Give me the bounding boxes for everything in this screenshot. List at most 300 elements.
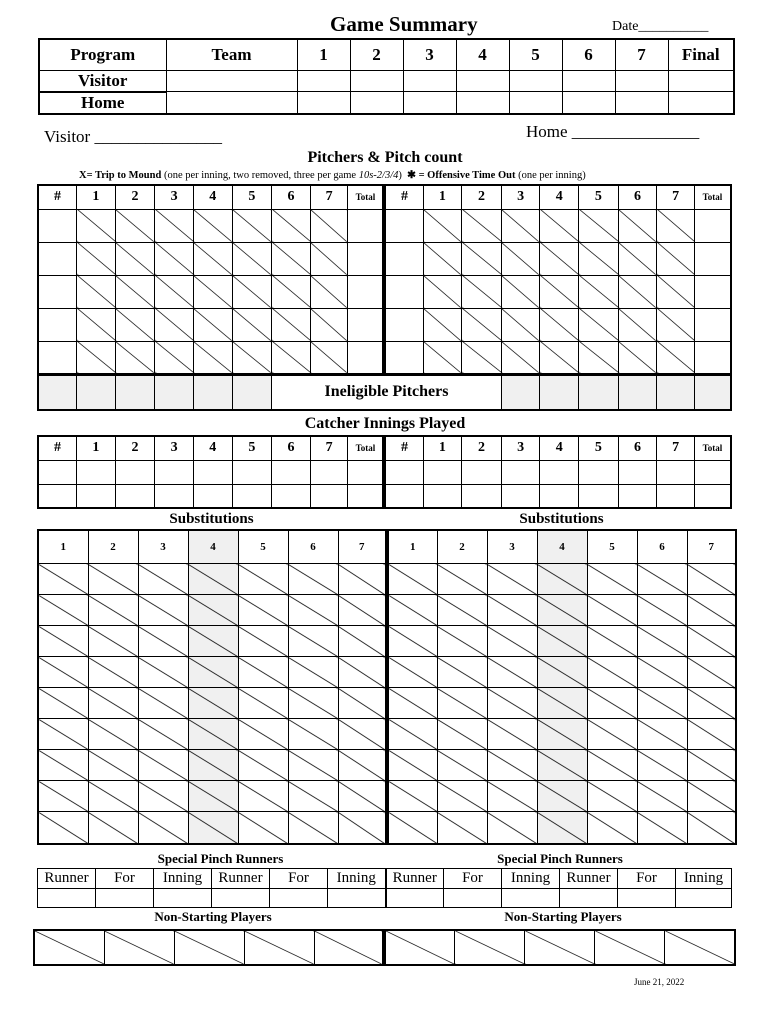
pitch-inning-cell[interactable] bbox=[193, 209, 232, 242]
score-cell[interactable] bbox=[350, 70, 403, 92]
substitution-cell[interactable] bbox=[288, 657, 338, 688]
non-starting-player-cell[interactable] bbox=[525, 930, 595, 965]
catcher-cell[interactable] bbox=[193, 460, 232, 484]
catcher-cell[interactable] bbox=[540, 484, 579, 508]
substitution-cell[interactable] bbox=[587, 719, 637, 750]
score-cell[interactable] bbox=[668, 92, 734, 114]
substitution-cell[interactable] bbox=[188, 595, 238, 626]
score-cell[interactable] bbox=[350, 92, 403, 114]
pitch-inning-cell[interactable] bbox=[657, 308, 695, 341]
catcher-cell[interactable] bbox=[77, 460, 116, 484]
pitch-inning-cell[interactable] bbox=[77, 209, 116, 242]
pinch-entry-cell[interactable] bbox=[386, 889, 444, 908]
substitution-cell[interactable] bbox=[88, 719, 138, 750]
substitution-cell[interactable] bbox=[238, 750, 288, 781]
substitution-cell[interactable] bbox=[537, 781, 587, 812]
substitution-cell[interactable] bbox=[487, 564, 537, 595]
substitution-cell[interactable] bbox=[687, 595, 736, 626]
substitution-cell[interactable] bbox=[188, 626, 238, 657]
catcher-cell[interactable] bbox=[694, 460, 731, 484]
substitution-cell[interactable] bbox=[537, 719, 587, 750]
non-starting-player-cell[interactable] bbox=[174, 930, 244, 965]
substitution-cell[interactable] bbox=[537, 657, 587, 688]
substitution-cell[interactable] bbox=[437, 564, 487, 595]
catcher-cell[interactable] bbox=[310, 460, 348, 484]
pinch-entry-cell[interactable] bbox=[270, 889, 328, 908]
catcher-cell[interactable] bbox=[694, 484, 731, 508]
substitution-cell[interactable] bbox=[687, 564, 736, 595]
pitcher-number-cell[interactable] bbox=[384, 242, 423, 275]
pitch-inning-cell[interactable] bbox=[272, 209, 311, 242]
pitch-inning-cell[interactable] bbox=[115, 308, 155, 341]
substitution-cell[interactable] bbox=[437, 750, 487, 781]
substitution-cell[interactable] bbox=[138, 626, 188, 657]
ineligible-cell[interactable] bbox=[193, 374, 232, 410]
ineligible-cell[interactable] bbox=[232, 374, 272, 410]
pitch-total-cell[interactable] bbox=[694, 209, 731, 242]
substitution-cell[interactable] bbox=[288, 719, 338, 750]
pitch-inning-cell[interactable] bbox=[310, 308, 348, 341]
pitcher-number-cell[interactable] bbox=[38, 308, 77, 341]
pitch-inning-cell[interactable] bbox=[115, 242, 155, 275]
pitcher-number-cell[interactable] bbox=[38, 209, 77, 242]
catcher-cell[interactable] bbox=[462, 484, 502, 508]
ineligible-cell[interactable] bbox=[694, 374, 731, 410]
date-field[interactable]: Date__________ bbox=[612, 19, 709, 34]
pitch-inning-cell[interactable] bbox=[618, 275, 657, 308]
substitution-cell[interactable] bbox=[587, 781, 637, 812]
pitch-total-cell[interactable] bbox=[694, 242, 731, 275]
substitution-cell[interactable] bbox=[138, 812, 188, 844]
non-starting-player-cell[interactable] bbox=[104, 930, 174, 965]
substitution-cell[interactable] bbox=[238, 812, 288, 844]
score-cell[interactable] bbox=[297, 92, 350, 114]
substitution-cell[interactable] bbox=[338, 781, 387, 812]
substitution-cell[interactable] bbox=[537, 564, 587, 595]
pitch-inning-cell[interactable] bbox=[155, 275, 194, 308]
substitution-cell[interactable] bbox=[188, 812, 238, 844]
substitution-cell[interactable] bbox=[437, 595, 487, 626]
pitch-inning-cell[interactable] bbox=[618, 209, 657, 242]
pitch-inning-cell[interactable] bbox=[462, 341, 502, 374]
score-cell[interactable] bbox=[668, 70, 734, 92]
score-cell[interactable] bbox=[562, 92, 615, 114]
pitch-inning-cell[interactable] bbox=[115, 275, 155, 308]
pitch-inning-cell[interactable] bbox=[193, 308, 232, 341]
pitch-inning-cell[interactable] bbox=[272, 308, 311, 341]
catcher-cell[interactable] bbox=[38, 484, 77, 508]
non-starting-player-cell[interactable] bbox=[384, 930, 454, 965]
substitution-cell[interactable] bbox=[188, 688, 238, 719]
catcher-cell[interactable] bbox=[540, 460, 579, 484]
substitution-cell[interactable] bbox=[587, 657, 637, 688]
substitution-cell[interactable] bbox=[38, 595, 88, 626]
catcher-cell[interactable] bbox=[579, 460, 619, 484]
pitch-inning-cell[interactable] bbox=[579, 341, 619, 374]
catcher-cell[interactable] bbox=[657, 460, 695, 484]
catcher-cell[interactable] bbox=[501, 484, 540, 508]
substitution-cell[interactable] bbox=[587, 750, 637, 781]
score-cell[interactable] bbox=[456, 92, 509, 114]
catcher-cell[interactable] bbox=[348, 484, 385, 508]
substitution-cell[interactable] bbox=[138, 564, 188, 595]
substitution-cell[interactable] bbox=[387, 688, 437, 719]
substitution-cell[interactable] bbox=[387, 750, 437, 781]
catcher-cell[interactable] bbox=[115, 484, 155, 508]
substitution-cell[interactable] bbox=[138, 688, 188, 719]
substitution-cell[interactable] bbox=[637, 657, 687, 688]
substitution-cell[interactable] bbox=[288, 595, 338, 626]
pitch-total-cell[interactable] bbox=[348, 341, 385, 374]
substitution-cell[interactable] bbox=[38, 719, 88, 750]
pinch-entry-cell[interactable] bbox=[212, 889, 270, 908]
pitch-inning-cell[interactable] bbox=[423, 341, 462, 374]
catcher-cell[interactable] bbox=[501, 460, 540, 484]
score-cell[interactable] bbox=[166, 92, 297, 114]
ineligible-cell[interactable] bbox=[38, 374, 77, 410]
catcher-cell[interactable] bbox=[618, 484, 657, 508]
score-cell[interactable] bbox=[403, 92, 456, 114]
substitution-cell[interactable] bbox=[587, 626, 637, 657]
pitch-inning-cell[interactable] bbox=[193, 275, 232, 308]
substitution-cell[interactable] bbox=[338, 812, 387, 844]
pitch-inning-cell[interactable] bbox=[462, 242, 502, 275]
substitution-cell[interactable] bbox=[338, 688, 387, 719]
substitution-cell[interactable] bbox=[587, 595, 637, 626]
pitch-inning-cell[interactable] bbox=[540, 209, 579, 242]
substitution-cell[interactable] bbox=[38, 812, 88, 844]
home-name-field[interactable]: Home _______________ bbox=[526, 122, 700, 141]
substitution-cell[interactable] bbox=[437, 781, 487, 812]
substitution-cell[interactable] bbox=[338, 626, 387, 657]
substitution-cell[interactable] bbox=[138, 657, 188, 688]
pitch-inning-cell[interactable] bbox=[657, 242, 695, 275]
substitution-cell[interactable] bbox=[88, 688, 138, 719]
pitch-inning-cell[interactable] bbox=[579, 209, 619, 242]
pitch-inning-cell[interactable] bbox=[232, 308, 272, 341]
substitution-cell[interactable] bbox=[288, 750, 338, 781]
catcher-cell[interactable] bbox=[77, 484, 116, 508]
substitution-cell[interactable] bbox=[687, 719, 736, 750]
score-cell[interactable] bbox=[297, 70, 350, 92]
substitution-cell[interactable] bbox=[138, 750, 188, 781]
substitution-cell[interactable] bbox=[338, 657, 387, 688]
pitch-total-cell[interactable] bbox=[694, 275, 731, 308]
pitch-inning-cell[interactable] bbox=[618, 308, 657, 341]
pinch-entry-cell[interactable] bbox=[328, 889, 386, 908]
pitch-inning-cell[interactable] bbox=[115, 341, 155, 374]
pitch-inning-cell[interactable] bbox=[657, 209, 695, 242]
catcher-cell[interactable] bbox=[618, 460, 657, 484]
substitution-cell[interactable] bbox=[288, 626, 338, 657]
non-starting-player-cell[interactable] bbox=[455, 930, 525, 965]
pitch-inning-cell[interactable] bbox=[501, 341, 540, 374]
substitution-cell[interactable] bbox=[188, 781, 238, 812]
pitch-inning-cell[interactable] bbox=[232, 341, 272, 374]
pitch-inning-cell[interactable] bbox=[155, 308, 194, 341]
substitution-cell[interactable] bbox=[637, 595, 687, 626]
pitch-inning-cell[interactable] bbox=[310, 209, 348, 242]
pinch-entry-cell[interactable] bbox=[96, 889, 154, 908]
substitution-cell[interactable] bbox=[38, 657, 88, 688]
pitch-inning-cell[interactable] bbox=[540, 341, 579, 374]
substitution-cell[interactable] bbox=[338, 750, 387, 781]
catcher-cell[interactable] bbox=[232, 460, 272, 484]
pitch-inning-cell[interactable] bbox=[501, 308, 540, 341]
substitution-cell[interactable] bbox=[38, 626, 88, 657]
substitution-cell[interactable] bbox=[188, 564, 238, 595]
pitcher-number-cell[interactable] bbox=[38, 341, 77, 374]
catcher-cell[interactable] bbox=[579, 484, 619, 508]
pinch-entry-cell[interactable] bbox=[676, 889, 732, 908]
non-starting-player-cell[interactable] bbox=[595, 930, 665, 965]
substitution-cell[interactable] bbox=[687, 657, 736, 688]
catcher-cell[interactable] bbox=[348, 460, 385, 484]
substitution-cell[interactable] bbox=[238, 688, 288, 719]
substitution-cell[interactable] bbox=[487, 719, 537, 750]
pitch-inning-cell[interactable] bbox=[423, 209, 462, 242]
ineligible-cell[interactable] bbox=[579, 374, 619, 410]
pitch-inning-cell[interactable] bbox=[657, 341, 695, 374]
substitution-cell[interactable] bbox=[487, 595, 537, 626]
pitch-inning-cell[interactable] bbox=[423, 308, 462, 341]
catcher-cell[interactable] bbox=[155, 460, 194, 484]
score-cell[interactable] bbox=[615, 70, 668, 92]
substitution-cell[interactable] bbox=[88, 564, 138, 595]
pitch-inning-cell[interactable] bbox=[462, 308, 502, 341]
pitch-inning-cell[interactable] bbox=[155, 209, 194, 242]
substitution-cell[interactable] bbox=[687, 750, 736, 781]
pitch-inning-cell[interactable] bbox=[579, 242, 619, 275]
substitution-cell[interactable] bbox=[687, 688, 736, 719]
score-cell[interactable] bbox=[509, 70, 562, 92]
substitution-cell[interactable] bbox=[288, 812, 338, 844]
pitch-inning-cell[interactable] bbox=[310, 242, 348, 275]
pitch-inning-cell[interactable] bbox=[193, 242, 232, 275]
substitution-cell[interactable] bbox=[387, 564, 437, 595]
pitch-inning-cell[interactable] bbox=[232, 275, 272, 308]
pitch-inning-cell[interactable] bbox=[540, 308, 579, 341]
pinch-entry-cell[interactable] bbox=[618, 889, 676, 908]
substitution-cell[interactable] bbox=[238, 626, 288, 657]
substitution-cell[interactable] bbox=[138, 781, 188, 812]
substitution-cell[interactable] bbox=[537, 688, 587, 719]
substitution-cell[interactable] bbox=[387, 626, 437, 657]
substitution-cell[interactable] bbox=[338, 564, 387, 595]
substitution-cell[interactable] bbox=[637, 688, 687, 719]
non-starting-player-cell[interactable] bbox=[34, 930, 104, 965]
substitution-cell[interactable] bbox=[437, 626, 487, 657]
score-cell[interactable] bbox=[456, 70, 509, 92]
pitch-inning-cell[interactable] bbox=[618, 341, 657, 374]
catcher-cell[interactable] bbox=[384, 460, 423, 484]
substitution-cell[interactable] bbox=[38, 564, 88, 595]
substitution-cell[interactable] bbox=[637, 750, 687, 781]
pitch-inning-cell[interactable] bbox=[501, 209, 540, 242]
pitch-inning-cell[interactable] bbox=[579, 275, 619, 308]
substitution-cell[interactable] bbox=[88, 595, 138, 626]
substitution-cell[interactable] bbox=[437, 657, 487, 688]
visitor-name-field[interactable]: Visitor _______________ bbox=[44, 127, 222, 146]
catcher-cell[interactable] bbox=[423, 460, 462, 484]
substitution-cell[interactable] bbox=[487, 688, 537, 719]
pitch-inning-cell[interactable] bbox=[310, 341, 348, 374]
substitution-cell[interactable] bbox=[687, 781, 736, 812]
score-cell[interactable] bbox=[562, 70, 615, 92]
catcher-cell[interactable] bbox=[462, 460, 502, 484]
catcher-cell[interactable] bbox=[384, 484, 423, 508]
substitution-cell[interactable] bbox=[138, 719, 188, 750]
pitch-total-cell[interactable] bbox=[348, 242, 385, 275]
pitch-inning-cell[interactable] bbox=[462, 275, 502, 308]
substitution-cell[interactable] bbox=[487, 781, 537, 812]
substitution-cell[interactable] bbox=[188, 657, 238, 688]
pitch-inning-cell[interactable] bbox=[115, 209, 155, 242]
substitution-cell[interactable] bbox=[387, 595, 437, 626]
pitch-inning-cell[interactable] bbox=[155, 341, 194, 374]
ineligible-cell[interactable] bbox=[540, 374, 579, 410]
substitution-cell[interactable] bbox=[288, 688, 338, 719]
pitch-total-cell[interactable] bbox=[348, 275, 385, 308]
pitcher-number-cell[interactable] bbox=[384, 209, 423, 242]
substitution-cell[interactable] bbox=[238, 595, 288, 626]
pitch-inning-cell[interactable] bbox=[540, 275, 579, 308]
substitution-cell[interactable] bbox=[288, 564, 338, 595]
pitcher-number-cell[interactable] bbox=[384, 275, 423, 308]
score-cell[interactable] bbox=[615, 92, 668, 114]
non-starting-player-cell[interactable] bbox=[244, 930, 314, 965]
pitch-inning-cell[interactable] bbox=[540, 242, 579, 275]
substitution-cell[interactable] bbox=[487, 626, 537, 657]
non-starting-player-cell[interactable] bbox=[665, 930, 735, 965]
pitch-inning-cell[interactable] bbox=[232, 209, 272, 242]
substitution-cell[interactable] bbox=[238, 657, 288, 688]
substitution-cell[interactable] bbox=[238, 781, 288, 812]
score-cell[interactable] bbox=[403, 70, 456, 92]
pinch-entry-cell[interactable] bbox=[38, 889, 96, 908]
substitution-cell[interactable] bbox=[38, 781, 88, 812]
pitch-total-cell[interactable] bbox=[694, 341, 731, 374]
substitution-cell[interactable] bbox=[88, 626, 138, 657]
substitution-cell[interactable] bbox=[38, 688, 88, 719]
substitution-cell[interactable] bbox=[437, 688, 487, 719]
catcher-cell[interactable] bbox=[155, 484, 194, 508]
pitch-inning-cell[interactable] bbox=[155, 242, 194, 275]
substitution-cell[interactable] bbox=[387, 812, 437, 844]
substitution-cell[interactable] bbox=[487, 657, 537, 688]
pinch-entry-cell[interactable] bbox=[154, 889, 212, 908]
substitution-cell[interactable] bbox=[338, 719, 387, 750]
substitution-cell[interactable] bbox=[238, 719, 288, 750]
substitution-cell[interactable] bbox=[687, 626, 736, 657]
substitution-cell[interactable] bbox=[88, 812, 138, 844]
pitch-inning-cell[interactable] bbox=[423, 242, 462, 275]
pitch-inning-cell[interactable] bbox=[657, 275, 695, 308]
pitch-inning-cell[interactable] bbox=[272, 341, 311, 374]
substitution-cell[interactable] bbox=[587, 812, 637, 844]
catcher-cell[interactable] bbox=[193, 484, 232, 508]
substitution-cell[interactable] bbox=[88, 781, 138, 812]
pitch-inning-cell[interactable] bbox=[77, 341, 116, 374]
pitch-inning-cell[interactable] bbox=[77, 308, 116, 341]
pitch-total-cell[interactable] bbox=[348, 209, 385, 242]
pitcher-number-cell[interactable] bbox=[38, 242, 77, 275]
pitcher-number-cell[interactable] bbox=[384, 308, 423, 341]
substitution-cell[interactable] bbox=[338, 595, 387, 626]
substitution-cell[interactable] bbox=[288, 781, 338, 812]
pitch-inning-cell[interactable] bbox=[272, 242, 311, 275]
catcher-cell[interactable] bbox=[657, 484, 695, 508]
catcher-cell[interactable] bbox=[232, 484, 272, 508]
pitch-inning-cell[interactable] bbox=[193, 341, 232, 374]
score-cell[interactable] bbox=[509, 92, 562, 114]
substitution-cell[interactable] bbox=[537, 812, 587, 844]
substitution-cell[interactable] bbox=[238, 564, 288, 595]
substitution-cell[interactable] bbox=[387, 719, 437, 750]
substitution-cell[interactable] bbox=[637, 719, 687, 750]
substitution-cell[interactable] bbox=[587, 564, 637, 595]
pitcher-number-cell[interactable] bbox=[384, 341, 423, 374]
score-cell[interactable] bbox=[166, 70, 297, 92]
pitch-inning-cell[interactable] bbox=[618, 242, 657, 275]
pitch-inning-cell[interactable] bbox=[462, 209, 502, 242]
ineligible-cell[interactable] bbox=[657, 374, 695, 410]
ineligible-cell[interactable] bbox=[77, 374, 116, 410]
catcher-cell[interactable] bbox=[310, 484, 348, 508]
substitution-cell[interactable] bbox=[88, 657, 138, 688]
substitution-cell[interactable] bbox=[637, 781, 687, 812]
substitution-cell[interactable] bbox=[38, 750, 88, 781]
pitch-total-cell[interactable] bbox=[694, 308, 731, 341]
pitch-total-cell[interactable] bbox=[348, 308, 385, 341]
substitution-cell[interactable] bbox=[537, 750, 587, 781]
pitch-inning-cell[interactable] bbox=[272, 275, 311, 308]
substitution-cell[interactable] bbox=[487, 750, 537, 781]
ineligible-cell[interactable] bbox=[115, 374, 155, 410]
substitution-cell[interactable] bbox=[637, 626, 687, 657]
pitch-inning-cell[interactable] bbox=[232, 242, 272, 275]
pitch-inning-cell[interactable] bbox=[77, 275, 116, 308]
substitution-cell[interactable] bbox=[637, 564, 687, 595]
substitution-cell[interactable] bbox=[537, 595, 587, 626]
substitution-cell[interactable] bbox=[138, 595, 188, 626]
catcher-cell[interactable] bbox=[272, 460, 311, 484]
pinch-entry-cell[interactable] bbox=[560, 889, 618, 908]
catcher-cell[interactable] bbox=[38, 460, 77, 484]
substitution-cell[interactable] bbox=[188, 719, 238, 750]
substitution-cell[interactable] bbox=[487, 812, 537, 844]
pitcher-number-cell[interactable] bbox=[38, 275, 77, 308]
pitch-inning-cell[interactable] bbox=[310, 275, 348, 308]
pitch-inning-cell[interactable] bbox=[77, 242, 116, 275]
substitution-cell[interactable] bbox=[188, 750, 238, 781]
pitch-inning-cell[interactable] bbox=[501, 242, 540, 275]
pinch-entry-cell[interactable] bbox=[444, 889, 502, 908]
pinch-entry-cell[interactable] bbox=[502, 889, 560, 908]
substitution-cell[interactable] bbox=[437, 812, 487, 844]
ineligible-cell[interactable] bbox=[501, 374, 540, 410]
substitution-cell[interactable] bbox=[437, 719, 487, 750]
substitution-cell[interactable] bbox=[88, 750, 138, 781]
substitution-cell[interactable] bbox=[537, 626, 587, 657]
substitution-cell[interactable] bbox=[387, 781, 437, 812]
catcher-cell[interactable] bbox=[115, 460, 155, 484]
pitch-inning-cell[interactable] bbox=[423, 275, 462, 308]
catcher-cell[interactable] bbox=[272, 484, 311, 508]
ineligible-cell[interactable] bbox=[618, 374, 657, 410]
substitution-cell[interactable] bbox=[637, 812, 687, 844]
substitution-cell[interactable] bbox=[687, 812, 736, 844]
